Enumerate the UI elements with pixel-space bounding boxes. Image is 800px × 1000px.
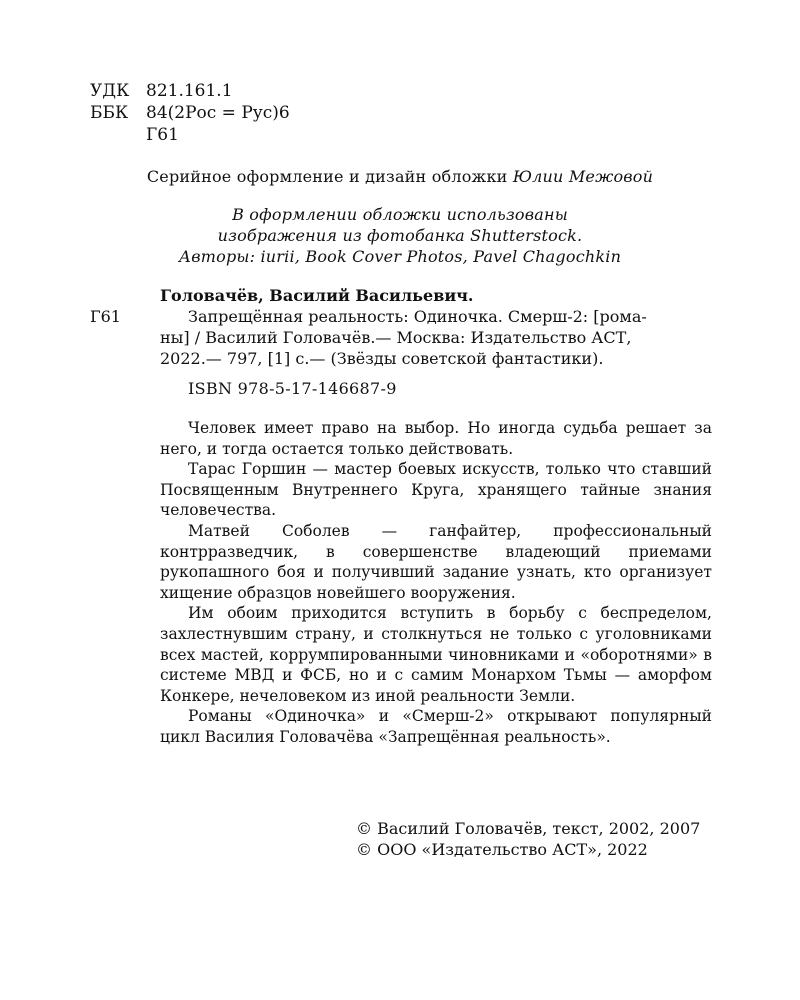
copyright-text: © Василий Головачёв, текст, 2002, 2007 — [356, 819, 701, 838]
copyright-publisher: © ООО «Издательство АСТ», 2022 — [356, 840, 648, 859]
series-design-text: Серийное оформление и дизайн обложки — [146, 167, 508, 186]
bibliographic-line-3: 2022.— 797, [1] с.— (Звёзды советской фантастики). — [160, 349, 604, 368]
bibliographic-author: Головачёв, Василий Васильевич. — [160, 286, 474, 305]
annotation-paragraph: Человек имеет право на выбор. Но иногда судьба решает за него, и тогда остается только действовать. — [160, 419, 712, 458]
classification-block — [90, 80, 290, 146]
bbk-value: 84(2Рос = Рус)6 — [146, 103, 290, 123]
series-designer-name: Юлии Межовой — [512, 167, 654, 186]
author-mark: Г61 — [146, 125, 179, 145]
isbn: ISBN 978-5-17-146687-9 — [188, 379, 397, 398]
cover-credits-line-3: Авторы: iurii, Book Cover Photos, Pavel Chagochkin — [178, 247, 622, 266]
annotation-paragraph: Им обоим приходится вступить в борьбу с беспределом, захлестнувшим страну, и столкнуться не только с уголовниками всех мастей, коррумпированными чиновниками и «оборотнями» в системе МВД и ФСБ, но и с самим Монархом Тьмы — аморфом Конкере, нечеловеком из иной реальности Земли. — [160, 604, 712, 705]
bbk-row — [90, 102, 290, 124]
annotation — [160, 418, 712, 748]
bibliographic-line-2: ны] / Василий Головачёв.— Москва: Издательство АСТ, — [160, 328, 632, 347]
udk-value: 821.161.1 — [146, 81, 233, 101]
bbk-label: ББК — [90, 103, 129, 123]
annotation-paragraph: Романы «Одиночка» и «Смерш-2» открывают популярный цикл Василия Головачёва «Запрещённая реальность». — [160, 707, 712, 746]
udk-row — [90, 80, 290, 102]
udk-label: УДК — [90, 81, 130, 101]
cover-credits-line-1: В оформлении обложки использованы — [232, 205, 568, 224]
annotation-paragraph: Тарас Горшин — мастер боевых искусств, только что ставший Посвященным Внутреннего Круга, хранящего тайные знания человечества. — [160, 460, 712, 520]
bibliographic-author-mark: Г61 — [90, 307, 121, 326]
bibliographic-record — [160, 285, 712, 369]
author-mark-row — [90, 124, 290, 146]
bibliographic-line-1: Запрещённая реальность: Одиночка. Смерш-2: [рома- — [188, 307, 647, 326]
series-design-credit — [0, 166, 800, 188]
cover-credits-line-2: изображения из фотобанка Shutterstock. — [217, 226, 583, 245]
copyright-notice — [356, 818, 700, 860]
cover-image-credits — [0, 204, 800, 267]
annotation-paragraph: Матвей Соболев — ганфайтер, профессиональный контрразведчик, в совершенстве владеющий приемами рукопашного боя и получивший задание узнать, кто организует хищение образцов новейшего вооружения. — [160, 521, 712, 602]
